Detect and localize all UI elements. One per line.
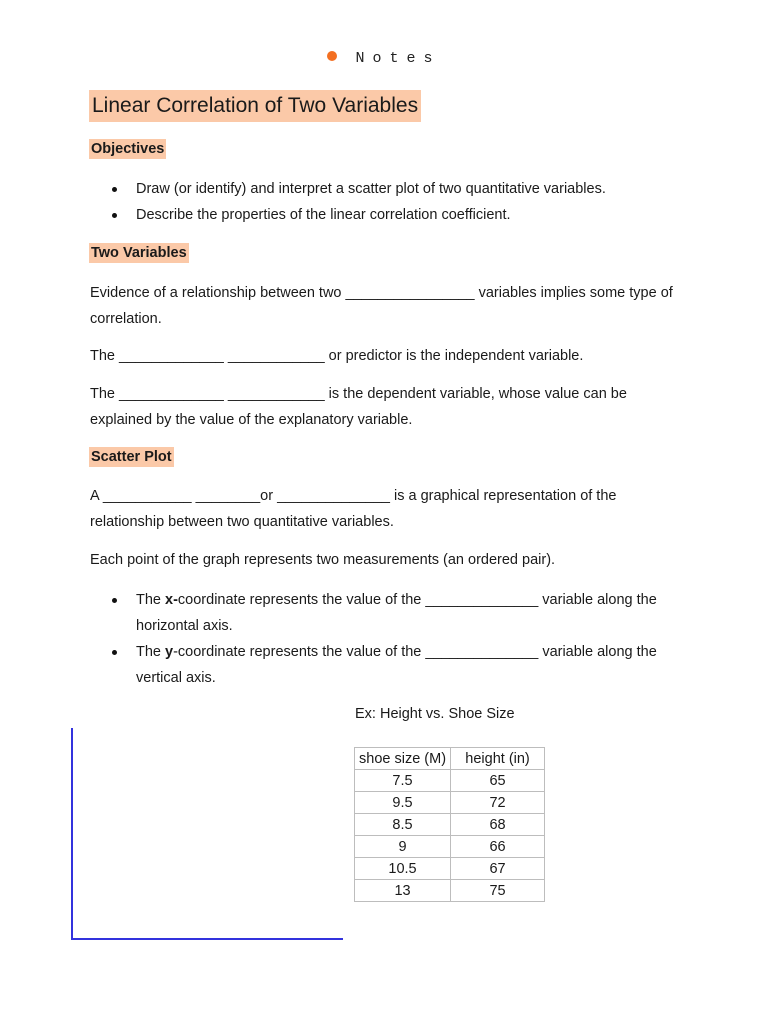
table-cell: 13 [355, 880, 451, 902]
objectives-heading: Objectives [91, 141, 165, 157]
list-item: Draw (or identify) and interpret a scatter plot of two quantitative variables. [90, 176, 690, 202]
page-header [0, 50, 768, 67]
table-cell: 7.5 [355, 770, 451, 792]
table-cell: 9.5 [355, 792, 451, 814]
table-row [355, 792, 545, 814]
table-row [355, 814, 545, 836]
list-item: The y-coordinate represents the value of the ______________ variable along the vertical axis. [90, 639, 690, 691]
table-cell: 65 [451, 770, 545, 792]
orange-dot-icon [327, 51, 337, 61]
example-table [354, 747, 545, 902]
blank-plot-y-axis [71, 728, 73, 940]
column-header-height: height (in) [451, 748, 545, 770]
example-caption: Ex: Height vs. Shoe Size [355, 706, 515, 722]
table-cell: 9 [355, 836, 451, 858]
bullet-icon [112, 213, 117, 218]
table-row [355, 770, 545, 792]
two-variables-heading: Two Variables [91, 245, 187, 261]
list-item: Describe the properties of the linear correlation coefficient. [90, 202, 690, 228]
table-cell: 75 [451, 880, 545, 902]
scatter-plot-paragraph-2: Each point of the graph represents two measurements (an ordered pair). [90, 552, 556, 568]
column-header-shoe-size: shoe size (M) [355, 748, 451, 770]
table-cell: 66 [451, 836, 545, 858]
scatter-plot-paragraph-1: A ___________ ________or ______________ is a graphical representation of the relationship between two quantitative variables. [90, 488, 617, 530]
table-row [355, 836, 545, 858]
table-cell: 72 [451, 792, 545, 814]
scatter-plot-heading: Scatter Plot [91, 449, 172, 465]
table-cell: 68 [451, 814, 545, 836]
table-row [355, 858, 545, 880]
page-title: Linear Correlation of Two Variables [89, 90, 421, 122]
table-cell: 8.5 [355, 814, 451, 836]
objectives-list [90, 176, 690, 228]
two-variables-paragraph-2: The _____________ ____________ or predictor is the independent variable. [90, 348, 584, 364]
blank-plot-x-axis [71, 938, 343, 940]
table-cell: 67 [451, 858, 545, 880]
bullet-icon [112, 598, 117, 603]
coordinate-list [90, 587, 690, 691]
two-variables-paragraph-3: The _____________ ____________ is the dependent variable, whose value can be explained by the value of the explanatory variable. [90, 386, 627, 428]
bullet-icon [112, 187, 117, 192]
two-variables-paragraph-1: Evidence of a relationship between two ________________ variables implies some type of correlation. [90, 285, 673, 327]
table-header-row [355, 748, 545, 770]
table-row [355, 880, 545, 902]
header-label: Notes [355, 50, 441, 67]
list-item: The x-coordinate represents the value of the ______________ variable along the horizontal axis. [90, 587, 690, 639]
table-cell: 10.5 [355, 858, 451, 880]
bullet-icon [112, 650, 117, 655]
